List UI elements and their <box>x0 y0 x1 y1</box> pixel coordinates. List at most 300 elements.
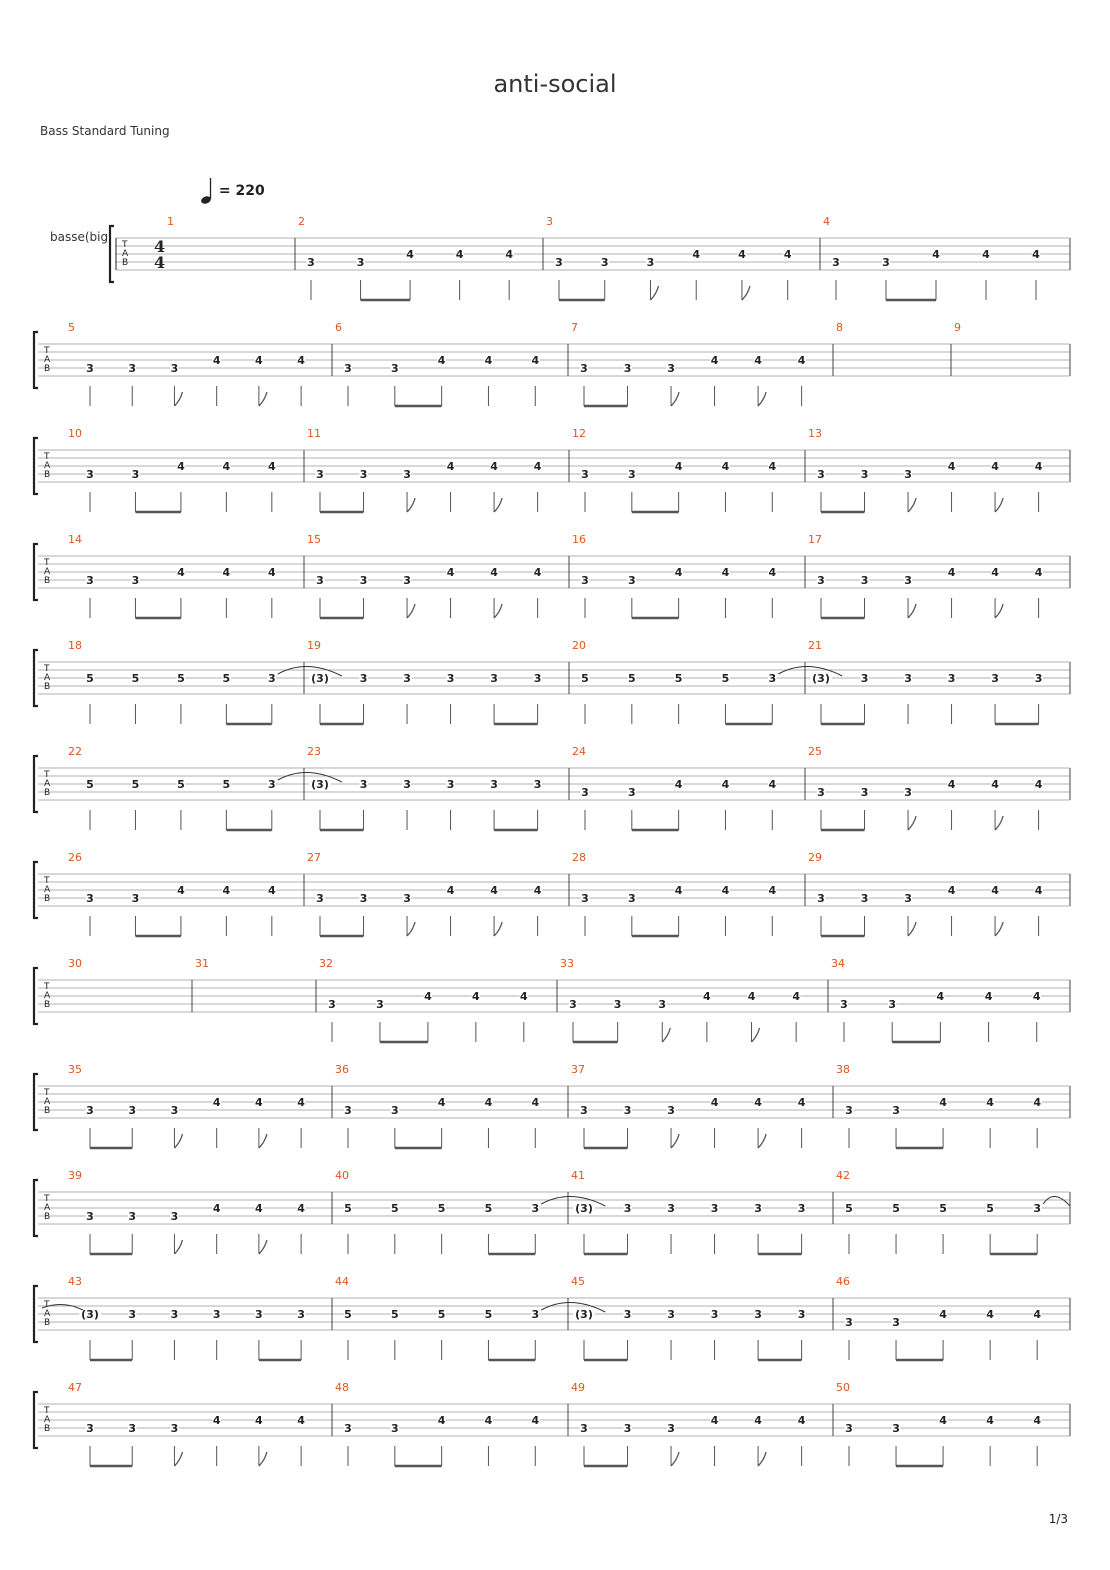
fret-number: 3 <box>376 998 384 1011</box>
fret-number: 4 <box>797 1414 806 1427</box>
fret-number: 3 <box>754 1308 762 1321</box>
fret-number: 4 <box>222 884 231 897</box>
time-signature-bottom: 4 <box>154 253 166 272</box>
fret-number: 4 <box>177 460 185 473</box>
measure-number: 29 <box>808 851 822 864</box>
fret-number: 4 <box>947 884 956 897</box>
fret-number: (3) <box>311 778 329 791</box>
fret-number: 4 <box>519 990 528 1003</box>
tab-clef-letter: T <box>44 1300 50 1310</box>
fret-number: 3 <box>581 892 589 905</box>
system-bracket <box>34 756 38 812</box>
fret-number: 4 <box>768 566 777 579</box>
measure-number: 44 <box>335 1275 349 1288</box>
fret-number: 4 <box>986 1096 994 1109</box>
fret-number: 4 <box>1034 460 1043 473</box>
fret-number: 3 <box>344 1104 352 1117</box>
fret-number: 3 <box>128 1104 137 1117</box>
fret-number: 4 <box>932 248 940 261</box>
fret-number: 3 <box>359 468 368 481</box>
fret-number: 3 <box>403 892 411 905</box>
system-bracket <box>34 650 38 706</box>
tab-clef-letter: T <box>44 558 50 568</box>
fret-number: 3 <box>817 468 825 481</box>
fret-number: 3 <box>297 1308 305 1321</box>
fret-number: 4 <box>783 248 792 261</box>
fret-number: 4 <box>710 1096 719 1109</box>
fret-number: 3 <box>255 1308 263 1321</box>
note-flag <box>407 498 415 512</box>
fret-number: 3 <box>667 1308 675 1321</box>
tab-clef-letter: A <box>44 991 51 1001</box>
fret-number: 3 <box>86 574 94 587</box>
fret-number: 3 <box>86 1104 94 1117</box>
system-bracket <box>34 968 38 1024</box>
measure-number: 41 <box>571 1169 585 1182</box>
fret-number: 4 <box>936 990 945 1003</box>
tempo-value: = 220 <box>218 183 265 199</box>
measure-number: 9 <box>954 321 961 334</box>
fret-number: 3 <box>555 256 563 269</box>
fret-number: 3 <box>797 1308 806 1321</box>
fret-number: 4 <box>692 248 701 261</box>
measure-number: 4 <box>823 215 830 228</box>
measure-number: 3 <box>546 215 553 228</box>
tab-clef-letter: T <box>44 346 50 356</box>
tab-clef-letter: B <box>44 788 51 798</box>
fret-number: 4 <box>222 460 231 473</box>
fret-number: 4 <box>721 460 730 473</box>
fret-number: 5 <box>437 1308 446 1321</box>
tab-clef-letter: B <box>44 1212 51 1222</box>
note-flag <box>908 498 916 512</box>
measure-number: 14 <box>68 533 82 546</box>
fret-number: 3 <box>667 1422 675 1435</box>
fret-number: 3 <box>170 1422 179 1435</box>
fret-number: 3 <box>533 778 542 791</box>
fret-number: 3 <box>860 672 869 685</box>
tab-clef-letter: T <box>122 240 128 250</box>
fret-number: 4 <box>721 884 730 897</box>
fret-number: 5 <box>390 1202 399 1215</box>
measure-number: 19 <box>307 639 321 652</box>
fret-number: 4 <box>797 1096 806 1109</box>
fret-number: 4 <box>267 566 276 579</box>
fret-number: 4 <box>939 1414 947 1427</box>
fret-number: 4 <box>446 566 455 579</box>
measure-number: 47 <box>68 1381 82 1394</box>
fret-number: 4 <box>991 460 999 473</box>
fret-number: 3 <box>627 468 636 481</box>
fret-number: 4 <box>982 248 990 261</box>
tab-clef-letter: B <box>44 576 51 586</box>
fret-number: 3 <box>845 1422 853 1435</box>
fret-number: 4 <box>297 1414 305 1427</box>
system-bracket <box>34 1074 38 1130</box>
fret-number: 3 <box>267 672 276 685</box>
fret-number: 4 <box>267 884 276 897</box>
fret-number: 3 <box>892 1422 900 1435</box>
tab-clef-letter: B <box>44 1000 51 1010</box>
fret-number: 3 <box>86 1210 94 1223</box>
measure-number: 10 <box>68 427 82 440</box>
fret-number: 3 <box>817 574 825 587</box>
fret-number: 4 <box>1033 1308 1042 1321</box>
song-title: anti-social <box>493 70 617 98</box>
fret-number: 3 <box>710 1308 719 1321</box>
measure-number: 45 <box>571 1275 585 1288</box>
tab-clef-letter: B <box>122 258 129 268</box>
measure-number: 2 <box>298 215 305 228</box>
note-flag <box>752 1028 760 1042</box>
fret-number: 4 <box>674 566 683 579</box>
tab-clef-letter: T <box>44 1088 50 1098</box>
fret-number: 3 <box>170 362 179 375</box>
measure-number: 38 <box>836 1063 850 1076</box>
fret-number: (3) <box>575 1202 593 1215</box>
fret-number: 3 <box>817 786 825 799</box>
measure-number: 35 <box>68 1063 82 1076</box>
fret-number: 3 <box>403 672 411 685</box>
fret-number: 4 <box>947 778 956 791</box>
fret-number: 4 <box>792 990 800 1003</box>
fret-number: 4 <box>437 354 446 367</box>
fret-number: 3 <box>403 778 411 791</box>
fret-number: 3 <box>128 1422 137 1435</box>
fret-number: 3 <box>531 1308 540 1321</box>
tab-clef-letter: A <box>44 673 51 683</box>
fret-number: 3 <box>904 574 912 587</box>
fret-number: 3 <box>613 998 622 1011</box>
fret-number: 3 <box>991 672 999 685</box>
fret-number: 3 <box>667 362 675 375</box>
fret-number: 5 <box>581 672 589 685</box>
fret-number: 3 <box>390 1104 399 1117</box>
tab-clef-letter: T <box>44 876 50 886</box>
fret-number: 3 <box>344 362 352 375</box>
measure-number: 24 <box>572 745 586 758</box>
fret-number: 3 <box>882 256 890 269</box>
fret-number: 3 <box>623 1202 632 1215</box>
measure-number: 17 <box>808 533 822 546</box>
fret-number: 5 <box>986 1202 994 1215</box>
tab-clef-letter: T <box>44 770 50 780</box>
fret-number: 3 <box>627 892 636 905</box>
note-flag <box>650 286 658 300</box>
fret-number: 4 <box>754 1096 762 1109</box>
fret-number: 4 <box>533 566 542 579</box>
tab-clef-letter: B <box>44 1424 51 1434</box>
fret-number: 3 <box>904 468 912 481</box>
fret-number: 3 <box>581 574 589 587</box>
fret-number: 5 <box>344 1308 352 1321</box>
measure-number: 1 <box>167 215 174 228</box>
fret-number: 3 <box>860 574 869 587</box>
note-flag <box>671 1452 679 1466</box>
fret-number: 3 <box>860 468 869 481</box>
fret-number: 3 <box>860 786 869 799</box>
measure-number: 20 <box>572 639 586 652</box>
fret-number: 5 <box>390 1308 399 1321</box>
fret-number: 3 <box>86 468 94 481</box>
note-flag <box>995 604 1003 618</box>
measure-number: 31 <box>195 957 209 970</box>
fret-number: 3 <box>170 1210 179 1223</box>
fret-number: 3 <box>710 1202 719 1215</box>
fret-number: 3 <box>581 786 589 799</box>
fret-number: 4 <box>533 460 542 473</box>
fret-number: 4 <box>455 248 464 261</box>
fret-number: 4 <box>490 460 498 473</box>
measure-number: 32 <box>319 957 333 970</box>
note-flag <box>742 286 750 300</box>
fret-number: 4 <box>255 1414 263 1427</box>
fret-number: 5 <box>222 672 231 685</box>
fret-number: 4 <box>297 354 305 367</box>
fret-number: 5 <box>845 1202 853 1215</box>
fret-number: 5 <box>131 778 140 791</box>
fret-number: 3 <box>623 1104 632 1117</box>
tab-clef-letter: B <box>44 470 51 480</box>
fret-number: 4 <box>533 884 542 897</box>
fret-number: 3 <box>580 1104 588 1117</box>
fret-number: 4 <box>484 1414 493 1427</box>
note-flag <box>908 922 916 936</box>
fret-number: 3 <box>817 892 825 905</box>
tab-clef-letter: A <box>44 1415 51 1425</box>
fret-number: 3 <box>627 574 636 587</box>
tab-clef-letter: A <box>44 1203 51 1213</box>
fret-number: 3 <box>316 892 324 905</box>
fret-number: 4 <box>754 354 762 367</box>
system-bracket <box>34 1392 38 1448</box>
measure-number: 43 <box>68 1275 82 1288</box>
system-bracket <box>34 862 38 918</box>
fret-number: 3 <box>446 672 455 685</box>
fret-number: 3 <box>490 672 498 685</box>
fret-number: 4 <box>255 1096 263 1109</box>
system-bracket <box>34 332 38 388</box>
fret-number: 4 <box>721 778 730 791</box>
fret-number: 3 <box>623 1422 632 1435</box>
note-flag <box>259 1452 267 1466</box>
fret-number: 4 <box>490 566 498 579</box>
fret-number: 4 <box>747 990 756 1003</box>
measure-number: 40 <box>335 1169 349 1182</box>
tab-clef-letter: A <box>44 355 51 365</box>
fret-number: 4 <box>437 1096 446 1109</box>
fret-number: 4 <box>939 1096 947 1109</box>
fret-number: 3 <box>131 468 140 481</box>
note-flag <box>995 498 1003 512</box>
tab-clef-letter: A <box>44 1309 51 1319</box>
tab-clef-letter: A <box>44 567 51 577</box>
fret-number: 4 <box>472 990 480 1003</box>
measure-number: 26 <box>68 851 82 864</box>
fret-number: 4 <box>484 354 493 367</box>
fret-number: (3) <box>575 1308 593 1321</box>
fret-number: 3 <box>490 778 498 791</box>
tab-clef-letter: A <box>44 779 51 789</box>
fret-number: 5 <box>721 672 730 685</box>
measure-number: 27 <box>307 851 321 864</box>
note-flag <box>662 1028 670 1042</box>
fret-number: 3 <box>904 786 912 799</box>
note-flag <box>758 392 766 406</box>
fret-number: 5 <box>892 1202 900 1215</box>
fret-number: 4 <box>1034 778 1043 791</box>
tab-clef-letter: B <box>44 1318 51 1328</box>
fret-number: 3 <box>128 1210 137 1223</box>
tab-clef-letter: A <box>44 885 51 895</box>
tab-clef-letter: T <box>44 1194 50 1204</box>
fret-number: 4 <box>674 778 683 791</box>
fret-number: 3 <box>947 672 956 685</box>
fret-number: 3 <box>128 1308 137 1321</box>
measure-number: 6 <box>335 321 342 334</box>
fret-number: 3 <box>580 362 588 375</box>
fret-number: 3 <box>328 998 336 1011</box>
fret-number: 3 <box>403 468 411 481</box>
fret-number: 3 <box>1033 1202 1042 1215</box>
fret-number: 5 <box>674 672 683 685</box>
fret-number: 3 <box>307 256 315 269</box>
fret-number: 3 <box>212 1308 221 1321</box>
measure-number: 23 <box>307 745 321 758</box>
fret-number: 5 <box>484 1308 493 1321</box>
fret-number: 3 <box>344 1422 352 1435</box>
fret-number: 4 <box>531 1096 540 1109</box>
fret-number: 3 <box>840 998 848 1011</box>
tab-clef-letter: A <box>122 249 129 259</box>
measure-number: 25 <box>808 745 822 758</box>
fret-number: 3 <box>359 892 368 905</box>
fret-number: 3 <box>845 1104 853 1117</box>
fret-number: 5 <box>437 1202 446 1215</box>
measure-number: 16 <box>572 533 586 546</box>
fret-number: 4 <box>1032 990 1041 1003</box>
fret-number: 5 <box>939 1202 947 1215</box>
fret-number: 3 <box>581 468 589 481</box>
fret-number: 4 <box>768 884 777 897</box>
fret-number: 4 <box>986 1308 994 1321</box>
fret-number: 3 <box>768 672 777 685</box>
fret-number: 4 <box>674 884 683 897</box>
page-number: 1/3 <box>1048 1512 1068 1526</box>
note-flag <box>407 604 415 618</box>
fret-number: 5 <box>86 778 94 791</box>
fret-number: 3 <box>892 1316 900 1329</box>
fret-number: 3 <box>316 574 324 587</box>
fret-number: (3) <box>81 1308 99 1321</box>
tab-clef-letter: T <box>44 452 50 462</box>
fret-number: 4 <box>1033 1096 1042 1109</box>
fret-number: 4 <box>986 1414 994 1427</box>
fret-number: 3 <box>390 362 399 375</box>
measure-number: 8 <box>836 321 843 334</box>
fret-number: 4 <box>984 990 993 1003</box>
fret-number: 3 <box>128 362 137 375</box>
tab-clef-letter: A <box>44 461 51 471</box>
fret-number: 4 <box>212 1096 221 1109</box>
fret-number: (3) <box>812 672 830 685</box>
measure-number: 48 <box>335 1381 349 1394</box>
measure-number: 13 <box>808 427 822 440</box>
fret-number: 5 <box>177 672 185 685</box>
fret-number: 3 <box>888 998 897 1011</box>
tab-clef-letter: T <box>44 1406 50 1416</box>
measure-number: 34 <box>831 957 845 970</box>
fret-number: 3 <box>359 778 368 791</box>
fret-number: 4 <box>505 248 514 261</box>
fret-number: 3 <box>667 1104 675 1117</box>
fret-number: 4 <box>710 1414 719 1427</box>
fret-number: 3 <box>86 892 94 905</box>
note-flag <box>259 1240 267 1254</box>
system-bracket <box>34 1180 38 1236</box>
measure-number: 39 <box>68 1169 82 1182</box>
fret-number: 4 <box>255 354 263 367</box>
note-flag <box>671 1134 679 1148</box>
fret-number: 3 <box>170 1104 179 1117</box>
fret-number: 4 <box>991 778 999 791</box>
note-flag <box>494 604 502 618</box>
fret-number: 4 <box>531 354 540 367</box>
fret-number: 4 <box>768 778 777 791</box>
fret-number: 4 <box>674 460 683 473</box>
fret-number: 3 <box>316 468 324 481</box>
measure-number: 36 <box>335 1063 349 1076</box>
fret-number: 4 <box>947 460 956 473</box>
fret-number: 4 <box>991 566 999 579</box>
fret-number: 3 <box>1034 672 1043 685</box>
fret-number: 3 <box>667 1202 675 1215</box>
fret-number: 3 <box>131 574 140 587</box>
fret-number: 5 <box>131 672 140 685</box>
fret-number: 3 <box>658 998 667 1011</box>
fret-number: 3 <box>904 892 912 905</box>
fret-number: 4 <box>490 884 498 897</box>
fret-number: 4 <box>267 460 276 473</box>
fret-number: 3 <box>267 778 276 791</box>
fret-number: 4 <box>177 566 185 579</box>
measure-number: 15 <box>307 533 321 546</box>
tab-clef-letter: A <box>44 1097 51 1107</box>
fret-number: 3 <box>627 786 636 799</box>
system-bracket <box>34 438 38 494</box>
fret-number: 5 <box>484 1202 493 1215</box>
fret-number: 4 <box>212 1414 221 1427</box>
measure-number: 30 <box>68 957 82 970</box>
fret-number: 4 <box>212 354 221 367</box>
measure-number: 37 <box>571 1063 585 1076</box>
fret-number: 4 <box>297 1202 305 1215</box>
note-flag <box>494 498 502 512</box>
fret-number: 3 <box>86 362 94 375</box>
tab-clef-letter: B <box>44 682 51 692</box>
fret-number: 5 <box>222 778 231 791</box>
tuning-label: Bass Standard Tuning <box>40 124 170 138</box>
fret-number: 3 <box>646 256 655 269</box>
measure-number: 46 <box>836 1275 850 1288</box>
tie-arc <box>1043 1196 1070 1206</box>
note-flag <box>259 1134 267 1148</box>
measure-number: 11 <box>307 427 321 440</box>
fret-number: 4 <box>484 1096 493 1109</box>
fret-number: 4 <box>437 1414 446 1427</box>
fret-number: 4 <box>754 1414 762 1427</box>
fret-number: 4 <box>703 990 711 1003</box>
